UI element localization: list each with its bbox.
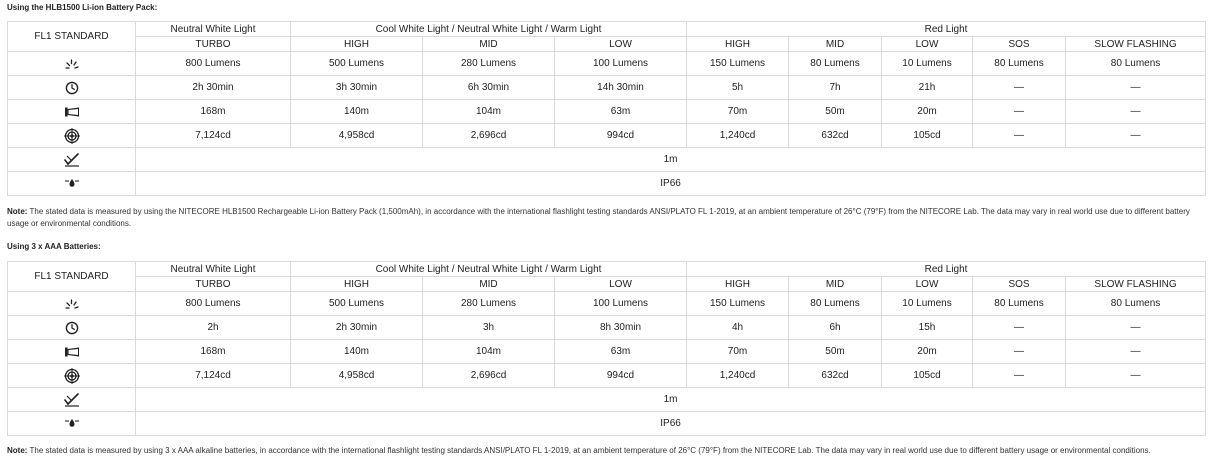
mode-header: MID bbox=[789, 37, 882, 52]
table-cell: 100 Lumens bbox=[555, 292, 687, 316]
table-cell: 50m bbox=[789, 100, 882, 124]
mode-header: SLOW FLASHING bbox=[1066, 37, 1206, 52]
row-icon-cell bbox=[8, 388, 136, 412]
brightness-icon bbox=[64, 58, 80, 70]
table-cell: — bbox=[973, 340, 1066, 364]
table-cell: 80 Lumens bbox=[789, 292, 882, 316]
mode-header: MID bbox=[423, 37, 555, 52]
table-cell: 80 Lumens bbox=[973, 292, 1066, 316]
mode-header: LOW bbox=[555, 37, 687, 52]
table-cell: 1,240cd bbox=[687, 124, 789, 148]
table-cell: 6h bbox=[789, 316, 882, 340]
row-icon-cell bbox=[8, 172, 136, 196]
table-cell: 20m bbox=[882, 340, 973, 364]
table-cell: — bbox=[973, 76, 1066, 100]
table-cell: 70m bbox=[687, 340, 789, 364]
row-icon-cell bbox=[8, 292, 136, 316]
table-cell: 4,958cd bbox=[291, 124, 423, 148]
mode-header: HIGH bbox=[291, 277, 423, 292]
mode-header: HIGH bbox=[291, 37, 423, 52]
note-text: The stated data is measured by using the NITECORE HLB1500 Rechargeable Li-ion Battery Pack (1,500mAh), in accordance with the international flashlight testing standards ANSI/PLATO FL 1-2019, at an ambient temperature of 26°C (79°F) from the NITECORE Lab. The data may vary in real world use due to different battery usage or environmental conditions. bbox=[7, 207, 1190, 228]
group-header-neutral: Neutral White Light bbox=[136, 22, 291, 37]
table-cell: 150 Lumens bbox=[687, 52, 789, 76]
table-cell: 994cd bbox=[555, 364, 687, 388]
table-cell: 280 Lumens bbox=[423, 52, 555, 76]
table-cell: 8h 30min bbox=[555, 316, 687, 340]
row-icon-cell bbox=[8, 76, 136, 100]
group-header-cool: Cool White Light / Neutral White Light / Warm Light bbox=[291, 262, 687, 277]
table-cell: 4h bbox=[687, 316, 789, 340]
brightness-icon bbox=[64, 298, 80, 310]
table-cell: 105cd bbox=[882, 364, 973, 388]
table-cell: 7,124cd bbox=[136, 364, 291, 388]
table-cell: 3h bbox=[423, 316, 555, 340]
mode-header: MID bbox=[789, 277, 882, 292]
table-cell: 150 Lumens bbox=[687, 292, 789, 316]
table-cell: — bbox=[973, 124, 1066, 148]
impact-resistance-icon bbox=[64, 153, 80, 167]
table-cell: 15h bbox=[882, 316, 973, 340]
table-cell: 2h 30min bbox=[291, 316, 423, 340]
table-cell: 80 Lumens bbox=[1066, 292, 1206, 316]
mode-header: LOW bbox=[555, 277, 687, 292]
table-row bbox=[8, 292, 1206, 316]
table-cell: 80 Lumens bbox=[1066, 52, 1206, 76]
table-row bbox=[8, 148, 1206, 172]
note bbox=[7, 206, 1203, 230]
beam-distance-icon bbox=[64, 106, 80, 118]
table-cell: — bbox=[973, 316, 1066, 340]
table-cell: 2,696cd bbox=[423, 364, 555, 388]
table-cell: 800 Lumens bbox=[136, 52, 291, 76]
section-heading: Using 3 x AAA Batteries: bbox=[7, 242, 101, 251]
mode-header: SLOW FLASHING bbox=[1066, 277, 1206, 292]
table-cell: 2h bbox=[136, 316, 291, 340]
table-cell: 7h bbox=[789, 76, 882, 100]
note-text: The stated data is measured by using 3 x AAA alkaline batteries, in accordance with the international flashlight testing standards ANSI/PLATO FL 1-2019, at an ambient temperature of 26°C (79°F) from the NITECORE Lab. The data may vary in real world use due to different battery usage or environmental conditions. bbox=[27, 446, 1151, 455]
table-cell: — bbox=[1066, 76, 1206, 100]
table-cell: 140m bbox=[291, 100, 423, 124]
mode-header: MID bbox=[423, 277, 555, 292]
table-cell: 2h 30min bbox=[136, 76, 291, 100]
table-cell: 4,958cd bbox=[291, 364, 423, 388]
table-cell: 500 Lumens bbox=[291, 52, 423, 76]
table-cell: — bbox=[1066, 364, 1206, 388]
table-cell: 14h 30min bbox=[555, 76, 687, 100]
waterproof-icon bbox=[64, 178, 80, 188]
note-label: Note: bbox=[7, 207, 28, 216]
table-row bbox=[8, 316, 1206, 340]
mode-header: LOW bbox=[882, 37, 973, 52]
table-cell: 168m bbox=[136, 100, 291, 124]
row-icon-cell bbox=[8, 52, 136, 76]
table-cell: 63m bbox=[555, 340, 687, 364]
group-header-cool: Cool White Light / Neutral White Light / Warm Light bbox=[291, 22, 687, 37]
group-header-red: Red Light bbox=[687, 262, 1206, 277]
table-row bbox=[8, 76, 1206, 100]
table-cell: IP66 bbox=[136, 412, 1206, 436]
mode-header: HIGH bbox=[687, 37, 789, 52]
table-cell: 10 Lumens bbox=[882, 292, 973, 316]
intensity-target-icon bbox=[64, 368, 80, 384]
table-row bbox=[8, 340, 1206, 364]
table-cell: 994cd bbox=[555, 124, 687, 148]
note bbox=[7, 445, 1203, 457]
table-cell: 80 Lumens bbox=[789, 52, 882, 76]
table-row bbox=[8, 412, 1206, 436]
standard-header: FL1 STANDARD bbox=[8, 262, 136, 292]
spec-table bbox=[7, 261, 1206, 436]
table-row bbox=[8, 100, 1206, 124]
table-cell: — bbox=[1066, 316, 1206, 340]
table-cell: 104m bbox=[423, 340, 555, 364]
table-cell: 280 Lumens bbox=[423, 292, 555, 316]
table-cell: 632cd bbox=[789, 124, 882, 148]
standard-header: FL1 STANDARD bbox=[8, 22, 136, 52]
table-cell: 3h 30min bbox=[291, 76, 423, 100]
table-cell: — bbox=[1066, 124, 1206, 148]
table-cell: — bbox=[973, 100, 1066, 124]
table-cell: 140m bbox=[291, 340, 423, 364]
mode-header: SOS bbox=[973, 37, 1066, 52]
row-icon-cell bbox=[8, 364, 136, 388]
row-icon-cell bbox=[8, 340, 136, 364]
table-row bbox=[8, 172, 1206, 196]
mode-header: TURBO bbox=[136, 277, 291, 292]
table-cell: 10 Lumens bbox=[882, 52, 973, 76]
clock-icon bbox=[65, 81, 79, 95]
table-cell: 70m bbox=[687, 100, 789, 124]
mode-header: TURBO bbox=[136, 37, 291, 52]
table-cell: 632cd bbox=[789, 364, 882, 388]
table-cell: 50m bbox=[789, 340, 882, 364]
table-cell: 100 Lumens bbox=[555, 52, 687, 76]
row-icon-cell bbox=[8, 148, 136, 172]
row-icon-cell bbox=[8, 316, 136, 340]
table-cell: 2,696cd bbox=[423, 124, 555, 148]
table-cell: IP66 bbox=[136, 172, 1206, 196]
table-cell: 6h 30min bbox=[423, 76, 555, 100]
table-cell: 21h bbox=[882, 76, 973, 100]
section-heading: Using the HLB1500 Li-ion Battery Pack: bbox=[7, 3, 158, 12]
clock-icon bbox=[65, 321, 79, 335]
table-cell: 7,124cd bbox=[136, 124, 291, 148]
table-row bbox=[8, 52, 1206, 76]
spec-table bbox=[7, 21, 1206, 196]
intensity-target-icon bbox=[64, 128, 80, 144]
note-label: Note: bbox=[7, 446, 28, 455]
table-cell: 80 Lumens bbox=[973, 52, 1066, 76]
waterproof-icon bbox=[64, 418, 80, 428]
table-cell: — bbox=[1066, 340, 1206, 364]
table-cell: 1,240cd bbox=[687, 364, 789, 388]
group-header-neutral: Neutral White Light bbox=[136, 262, 291, 277]
table-cell: — bbox=[973, 364, 1066, 388]
table-cell: 500 Lumens bbox=[291, 292, 423, 316]
row-icon-cell bbox=[8, 124, 136, 148]
table-cell: 20m bbox=[882, 100, 973, 124]
row-icon-cell bbox=[8, 412, 136, 436]
table-cell: 800 Lumens bbox=[136, 292, 291, 316]
mode-header: SOS bbox=[973, 277, 1066, 292]
beam-distance-icon bbox=[64, 346, 80, 358]
table-cell: — bbox=[1066, 100, 1206, 124]
table-cell: 63m bbox=[555, 100, 687, 124]
table-cell: 1m bbox=[136, 388, 1206, 412]
table-row bbox=[8, 388, 1206, 412]
mode-header: LOW bbox=[882, 277, 973, 292]
table-cell: 1m bbox=[136, 148, 1206, 172]
table-cell: 168m bbox=[136, 340, 291, 364]
impact-resistance-icon bbox=[64, 393, 80, 407]
group-header-red: Red Light bbox=[687, 22, 1206, 37]
row-icon-cell bbox=[8, 100, 136, 124]
mode-header: HIGH bbox=[687, 277, 789, 292]
table-row bbox=[8, 124, 1206, 148]
table-cell: 105cd bbox=[882, 124, 973, 148]
table-row bbox=[8, 364, 1206, 388]
table-cell: 5h bbox=[687, 76, 789, 100]
table-cell: 104m bbox=[423, 100, 555, 124]
